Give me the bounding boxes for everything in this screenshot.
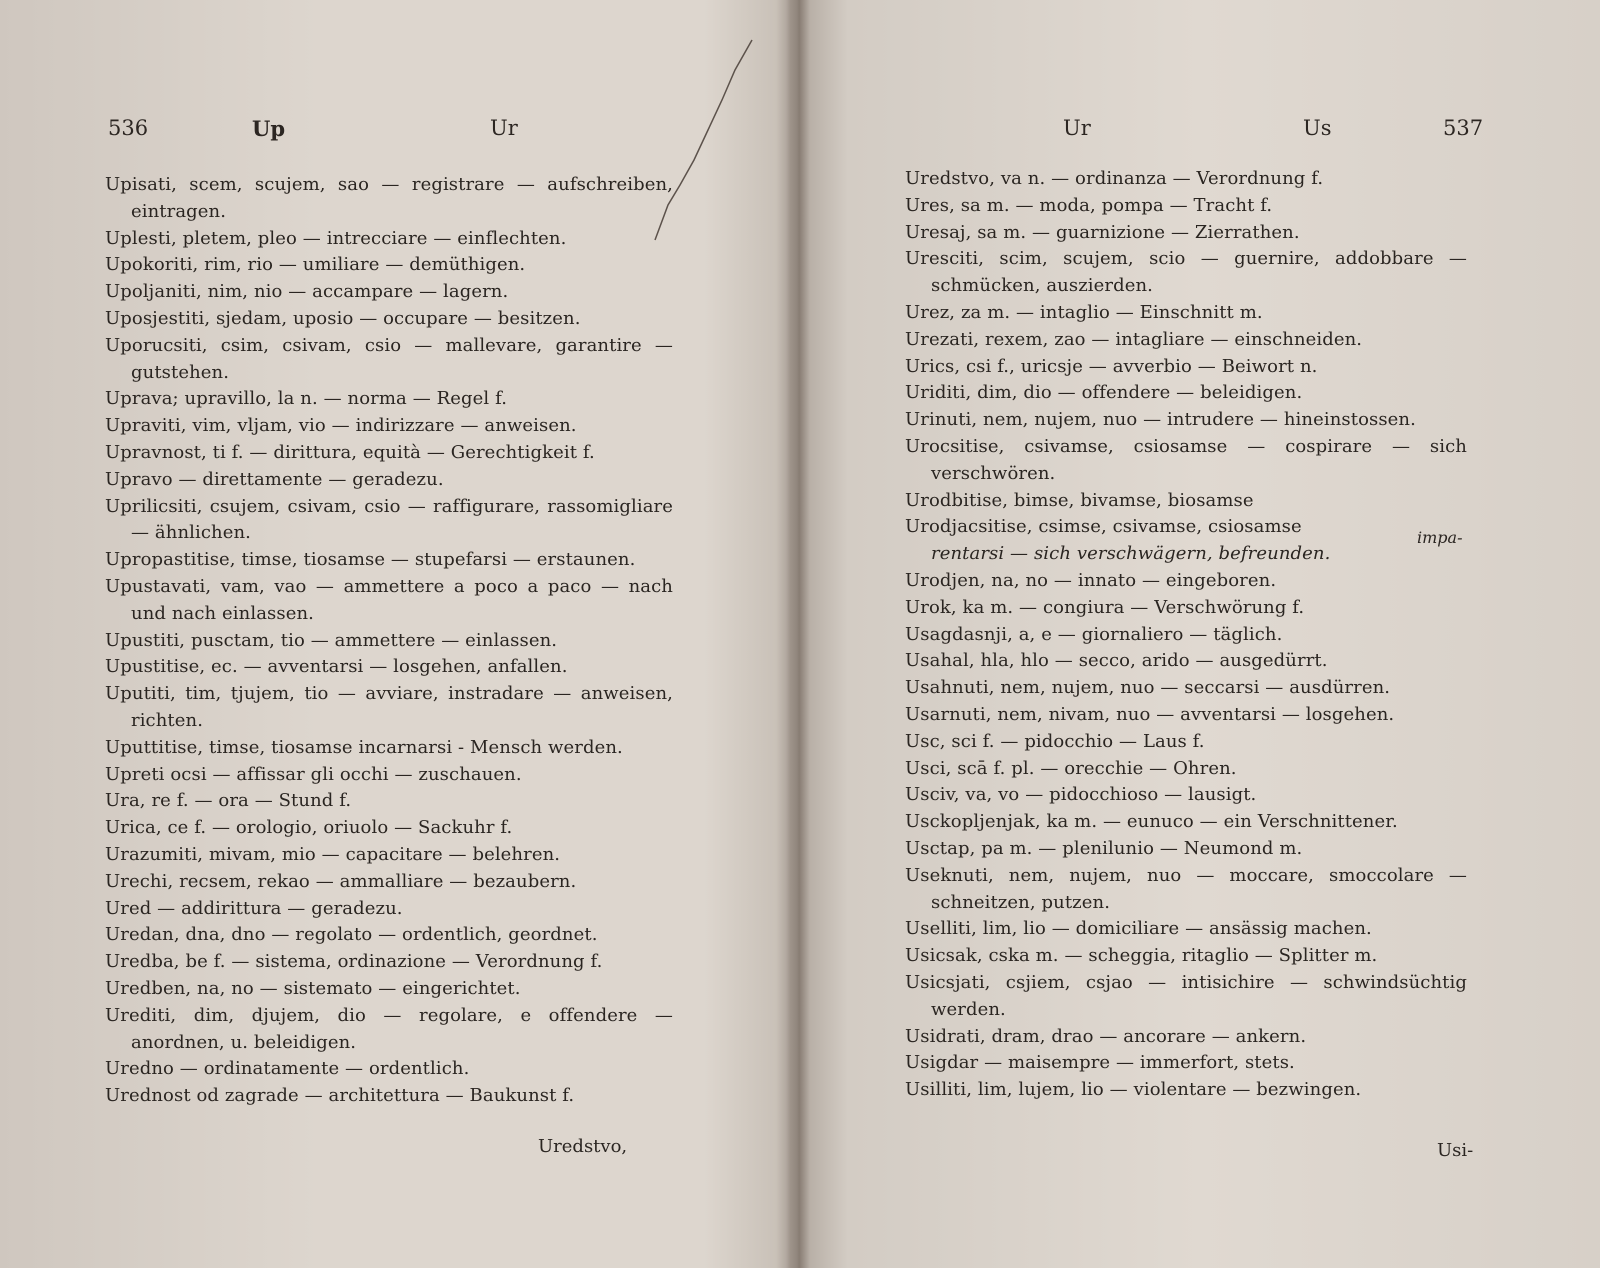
- dictionary-entry: Uriditi, dim, dio — offendere — beleidigen.: [905, 382, 1303, 404]
- dictionary-entry: Urodjacsitise, csimse, csivamse, csiosamse: [905, 516, 1302, 538]
- left-entry-list: [105, 172, 673, 1110]
- right-header-last-entry: Us: [1303, 116, 1332, 140]
- dictionary-entry: Uselliti, lim, lio — domiciliare — ansässig machen.: [905, 918, 1372, 940]
- dictionary-entry: Usidrati, dram, drao — ancorare — ankern.: [905, 1025, 1307, 1047]
- dictionary-entry: Urok, ka m. — congiura — Verschwörung f.: [905, 596, 1305, 618]
- dictionary-entry: Usci, scā f. pl. — orecchie — Ohren.: [905, 757, 1237, 779]
- dictionary-entry: Upoljaniti, nim, nio — accampare — lagern.: [105, 281, 509, 303]
- dictionary-entry: Upustitise, ec. — avventarsi — losgehen, anfallen.: [105, 656, 568, 678]
- left-page: [0, 0, 790, 1268]
- right-header-first-entry: Ur: [1063, 116, 1091, 140]
- dictionary-entry: Uredan, dna, dno — regolato — ordentlich, geordnet.: [105, 924, 598, 946]
- dictionary-entry: Uresaj, sa m. — guarnizione — Zierrathen.: [905, 221, 1300, 243]
- page-number-right: 537: [1443, 116, 1484, 140]
- dictionary-entry: Urica, ce f. — orologio, oriuolo — Sackuhr f.: [105, 817, 513, 839]
- dictionary-entry: Upustiti, pusctam, tio — ammettere — einlassen.: [105, 629, 558, 651]
- dictionary-entry: Useknuti, nem, nujem, nuo — moccare, smoccolare — schneitzen, putzen.: [905, 864, 1467, 913]
- dictionary-entry: Uposjestiti, sjedam, uposio — occupare — besitzen.: [105, 307, 581, 329]
- dictionary-entry: Urics, csi f., uricsje — avverbio — Beiwort n.: [905, 355, 1318, 377]
- dictionary-entry: Urodbitise, bimse, bivamse, biosamse: [905, 489, 1254, 511]
- dictionary-entry-continuation: rentarsi — sich verschwägern, befreunden.: [931, 543, 1331, 565]
- dictionary-entry: Uputtitise, timse, tiosamse incarnarsi - Mensch werden.: [105, 736, 623, 758]
- dictionary-entry: Uputiti, tim, tjujem, tio — avviare, instradare — anweisen, richten.: [105, 683, 673, 731]
- dictionary-entry: Uredben, na, no — sistemato — eingerichtet.: [105, 977, 521, 999]
- dictionary-entry: Urezati, rexem, zao — intagliare — einschneiden.: [905, 328, 1363, 350]
- dictionary-entry: Urez, za m. — intaglio — Einschnitt m.: [905, 301, 1263, 323]
- dictionary-entry: Usciv, va, vo — pidocchioso — lausigt.: [905, 784, 1257, 806]
- bracket-shared-translation: impa-: [1417, 528, 1463, 547]
- dictionary-entry: Usarnuti, nem, nivam, nuo — avventarsi — losgehen.: [905, 703, 1395, 725]
- dictionary-entry: Ured — addirittura — geradezu.: [105, 897, 403, 919]
- dictionary-entry: Uredstvo, va n. — ordinanza — Verordnung f.: [905, 168, 1324, 189]
- dictionary-entry: Ures, sa m. — moda, pompa — Tracht f.: [905, 194, 1273, 216]
- dictionary-entry: Usc, sci f. — pidocchio — Laus f.: [905, 730, 1205, 752]
- right-page: [805, 0, 1600, 1268]
- dictionary-entry: Upreti ocsi — affissar gli occhi — zuschauen.: [105, 763, 522, 785]
- page-number-left: 536: [108, 116, 149, 140]
- dictionary-entry: Urazumiti, mivam, mio — capacitare — belehren.: [105, 843, 561, 865]
- dictionary-entry: Uporucsiti, csim, csivam, csio — mallevare, garantire — gutstehen.: [105, 334, 673, 383]
- dictionary-entry: Uredno — ordinatamente — ordentlich.: [105, 1058, 470, 1080]
- dictionary-entry: Upisati, scem, scujem, sao — registrare — aufschreiben, eintragen.: [105, 174, 673, 222]
- dictionary-entry: Urechi, recsem, rekao — ammalliare — bezaubern.: [105, 870, 577, 892]
- dictionary-entry: Usahal, hla, hlo — secco, arido — ausgedürrt.: [905, 650, 1328, 672]
- left-header-last-entry: Ur: [490, 116, 518, 140]
- dictionary-entry: Urodjen, na, no — innato — eingeboren.: [905, 569, 1277, 591]
- dictionary-entry: Upokoriti, rim, rio — umiliare — demüthigen.: [105, 254, 526, 276]
- left-header-first-entry: Up: [252, 116, 285, 141]
- dictionary-entry: Ura, re f. — ora — Stund f.: [105, 790, 352, 812]
- dictionary-entry: Usilliti, lim, lujem, lio — violentare — bezwingen.: [905, 1079, 1362, 1101]
- dictionary-entry: Upravo — direttamente — geradezu.: [105, 468, 444, 490]
- dictionary-entry: Usckopljenjak, ka m. — eunuco — ein Verschnittener.: [905, 811, 1398, 833]
- dictionary-entry: Usicsjati, csjiem, csjao — intisichire — schwindsüchtig werden.: [905, 971, 1467, 1020]
- dictionary-entry: Uplesti, pletem, pleo — intrecciare — einflechten.: [105, 227, 567, 249]
- dictionary-entry: Urediti, dim, djujem, dio — regolare, e offendere — anordnen, u. beleidigen.: [105, 1004, 673, 1053]
- dictionary-entry: Uresciti, scim, scujem, scio — guernire, addobbare — schmücken, auszierden.: [905, 248, 1467, 297]
- catchword-left: Uredstvo,: [538, 1136, 628, 1157]
- right-entry-list: [905, 166, 1467, 1104]
- dictionary-entry: Upraviti, vim, vljam, vio — indirizzare — anweisen.: [105, 415, 577, 437]
- dictionary-entry: Usagdasnji, a, e — giornaliero — täglich.: [905, 623, 1283, 645]
- dictionary-entry: Usigdar — maisempre — immerfort, stets.: [905, 1052, 1295, 1074]
- dictionary-entry: Uredba, be f. — sistema, ordinazione — Verordnung f.: [105, 951, 603, 973]
- dictionary-entry: Upropastitise, timse, tiosamse — stupefarsi — erstaunen.: [105, 549, 636, 571]
- dictionary-entry: Uprava; upravillo, la n. — norma — Regel f.: [105, 388, 508, 410]
- dictionary-entry: Usctap, pa m. — plenilunio — Neumond m.: [905, 837, 1303, 859]
- dictionary-entry: Urinuti, nem, nujem, nuo — intrudere — hineinstossen.: [905, 409, 1416, 431]
- dictionary-entry: Uprilicsiti, csujem, csivam, csio — raffigurare, rassomigliare — ähnlichen.: [105, 495, 673, 544]
- dictionary-entry: Upustavati, vam, vao — ammettere a poco a paco — nach und nach einlassen.: [105, 575, 673, 624]
- dictionary-entry: Urocsitise, csivamse, csiosamse — cospirare — sich verschwören.: [905, 435, 1467, 484]
- dictionary-entry: Usahnuti, nem, nujem, nuo — seccarsi — ausdürren.: [905, 677, 1391, 699]
- dictionary-entry: Urednost od zagrade — architettura — Baukunst f.: [105, 1085, 575, 1107]
- dictionary-entry: Usicsak, cska m. — scheggia, ritaglio — Splitter m.: [905, 945, 1378, 967]
- dictionary-entry: Upravnost, ti f. — dirittura, equità — Gerechtigkeit f.: [105, 441, 595, 463]
- catchword-right: Usi-: [1437, 1140, 1474, 1161]
